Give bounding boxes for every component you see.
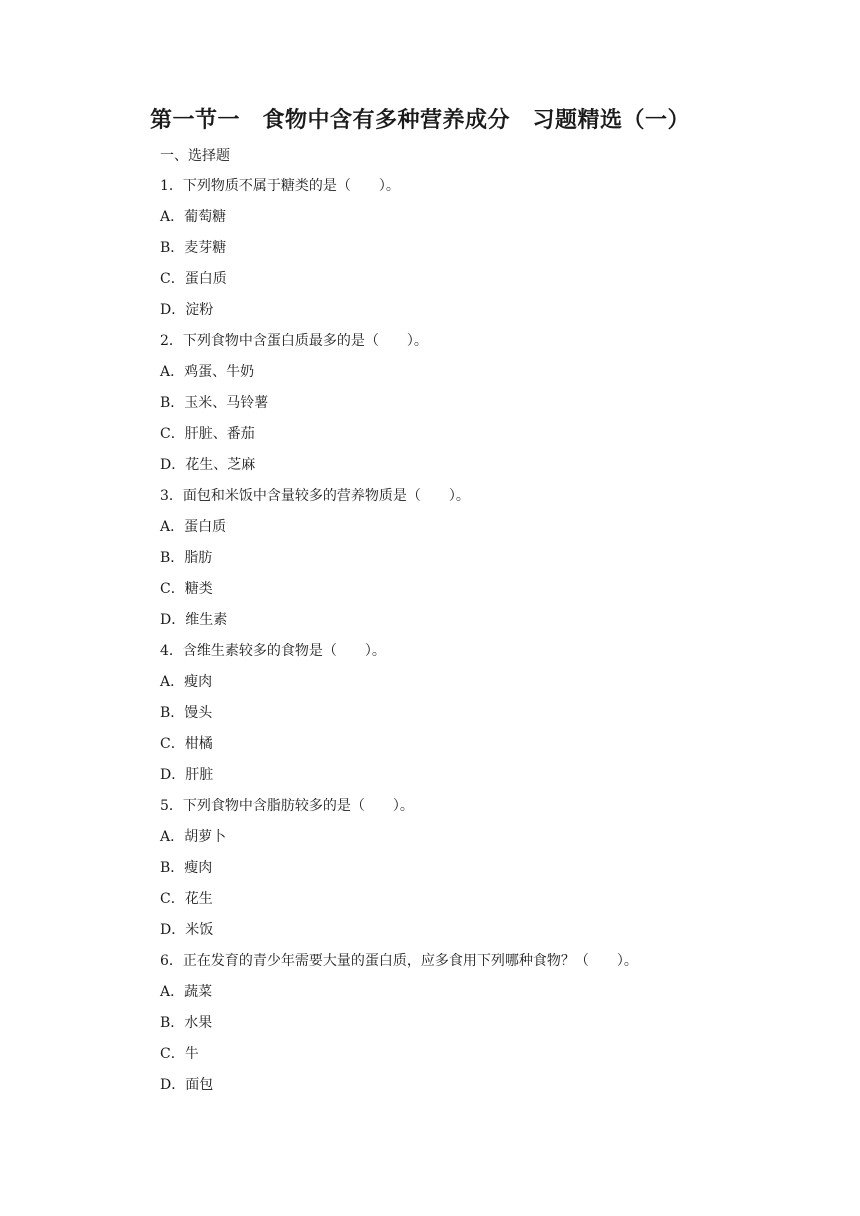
page-title: 第一节一 食物中含有多种营养成分 习题精选（一）: [150, 108, 691, 133]
option-a: A．胡萝卜: [160, 829, 227, 845]
option-a: A．瘦肉: [160, 674, 213, 690]
option-c: C．糖类: [160, 581, 213, 597]
option-a: A．蛋白质: [160, 519, 227, 535]
option-b: B．馒头: [160, 705, 213, 721]
option-d: D．维生素: [160, 612, 228, 628]
option-a: A．蔬菜: [160, 984, 213, 1000]
option-c: C．柑橘: [160, 736, 213, 752]
option-b: B．瘦肉: [160, 860, 213, 876]
question-stem: 1．下列物质不属于糖类的是（ ）。: [160, 178, 400, 194]
option-b: B．脂肪: [160, 550, 213, 566]
option-c: C．花生: [160, 891, 213, 907]
option-b: B．玉米、马铃薯: [160, 395, 269, 411]
question-stem: 5．下列食物中含脂肪较多的是（ ）。: [160, 798, 414, 814]
question-list: [160, 176, 638, 1106]
question-stem: 3．面包和米饭中含量较多的营养物质是（ ）。: [160, 488, 470, 504]
question-stem: 6．正在发育的青少年需要大量的蛋白质，应多食用下列哪种食物？（ ）。: [160, 953, 638, 969]
question-stem: 4．含维生素较多的食物是（ ）。: [160, 643, 386, 659]
option-d: D．淀粉: [160, 302, 214, 318]
option-c: C．肝脏、番茄: [160, 426, 255, 442]
option-d: D．肝脏: [160, 767, 214, 783]
option-d: D．花生、芝麻: [160, 457, 256, 473]
section-heading: 一、选择题: [160, 148, 230, 164]
option-a: A．葡萄糖: [160, 209, 227, 225]
option-b: B．水果: [160, 1015, 213, 1031]
option-b: B．麦芽糖: [160, 240, 227, 256]
option-c: C．牛: [160, 1046, 199, 1062]
option-d: D．面包: [160, 1077, 214, 1093]
question-stem: 2．下列食物中含蛋白质最多的是（ ）。: [160, 333, 428, 349]
option-c: C．蛋白质: [160, 271, 227, 287]
option-d: D．米饭: [160, 922, 214, 938]
option-a: A．鸡蛋、牛奶: [160, 364, 255, 380]
